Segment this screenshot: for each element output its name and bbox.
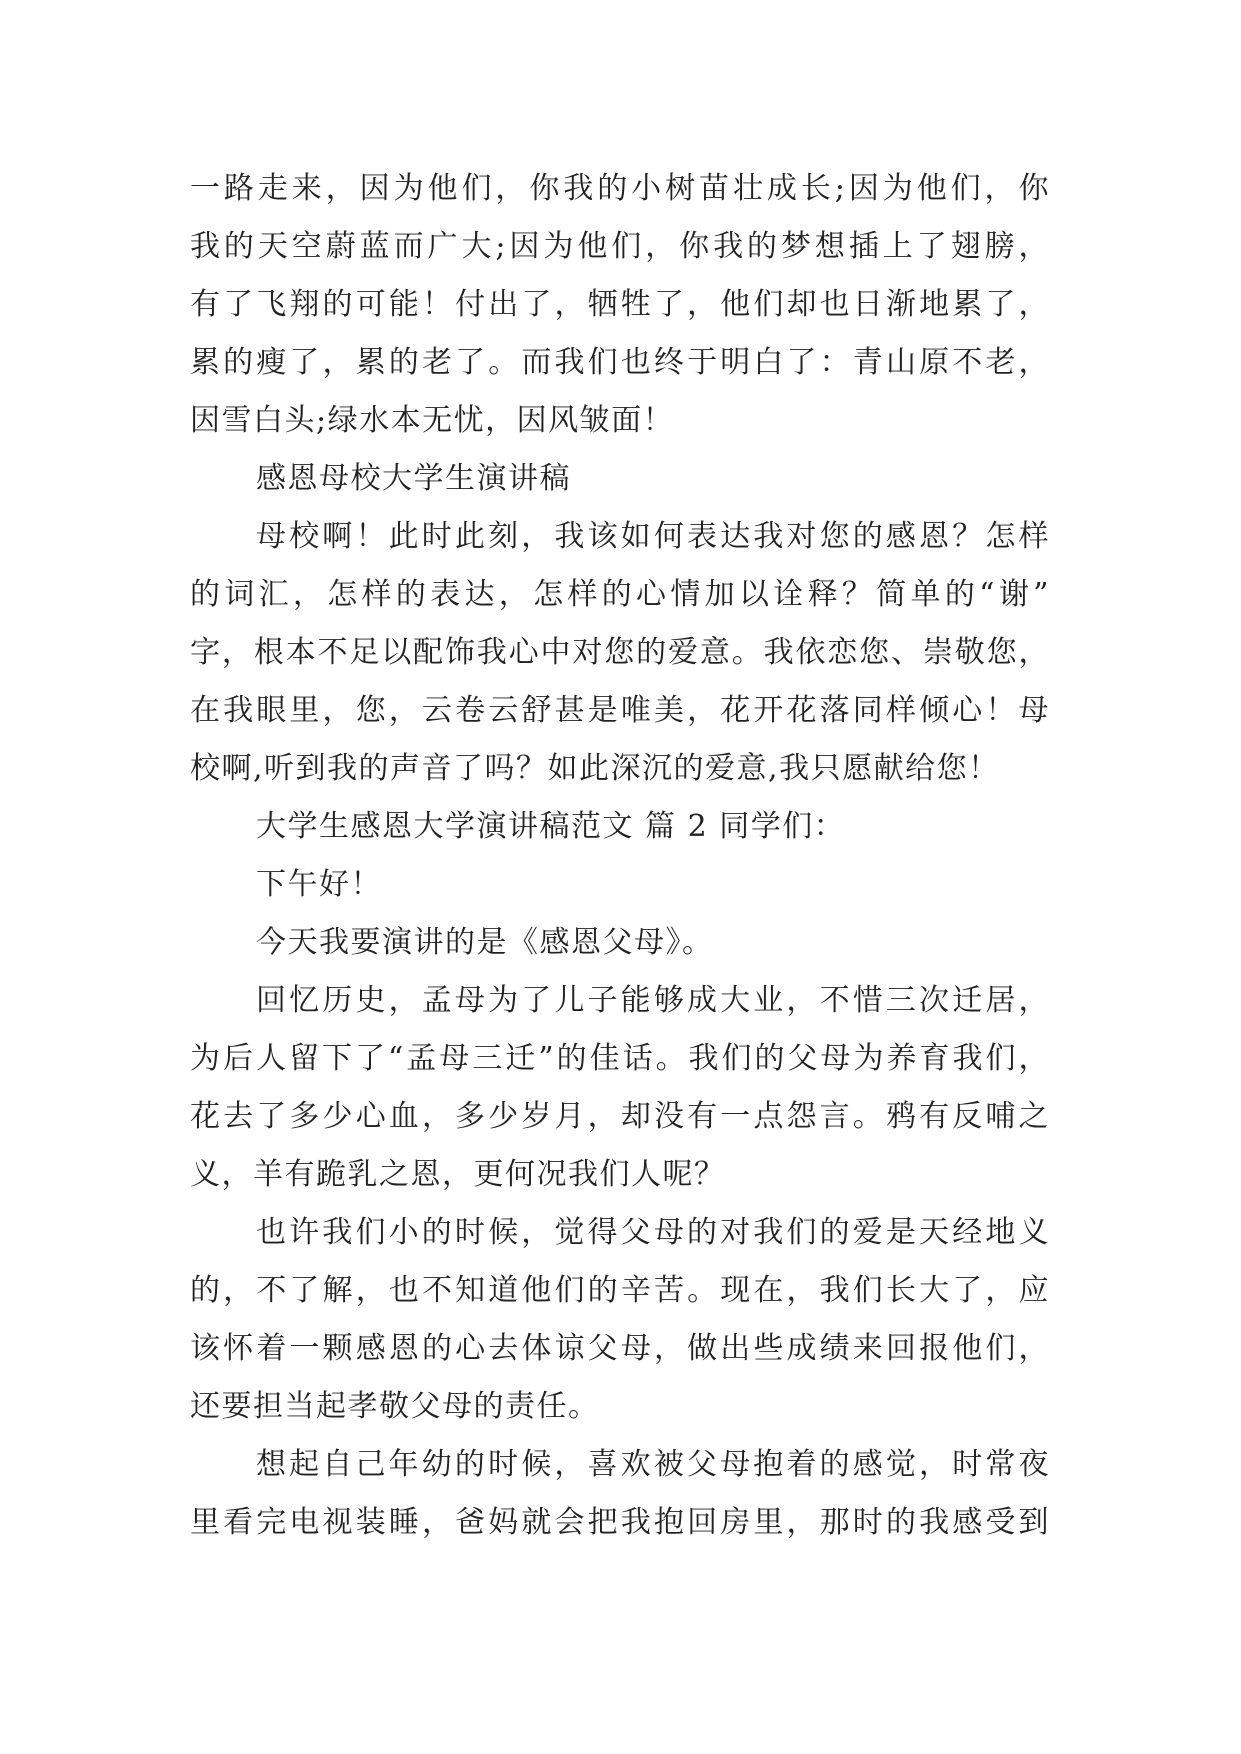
text-line: 想起自己年幼的时候，喜欢被父母抱着的感觉，时常夜 [256, 1447, 1050, 1482]
paragraph-p3 [190, 508, 1050, 798]
text-line: 里看完电视装睡，爸妈就会把我抱回房里，那时的我感受到 [190, 1505, 1050, 1540]
paragraph-p1 [190, 160, 1050, 450]
paragraph-p6 [190, 914, 1050, 972]
text-line: 的，不了解，也不知道他们的辛苦。现在，我们长大了，应 [190, 1273, 1050, 1308]
paragraph-p8 [190, 1204, 1050, 1436]
text-line: 该怀着一颗感恩的心去体谅父母，做出些成绩来回报他们， [190, 1331, 1050, 1366]
text-line: 我的天空蔚蓝而广大;因为他们，你我的梦想插上了翅膀， [190, 229, 1050, 264]
text-line: 有了飞翔的可能！付出了，牺牲了，他们却也日渐地累了， [190, 287, 1050, 322]
text-line: 义，羊有跪乳之恩，更何况我们人呢？ [190, 1157, 726, 1192]
text-line: 下午好！ [256, 867, 382, 902]
text-line: 大学生感恩大学演讲稿范文 篇 2 同学们： [256, 809, 846, 844]
text-line: 也许我们小的时候，觉得父母的对我们的爱是天经地义 [256, 1215, 1050, 1250]
text-line: 回忆历史，孟母为了儿子能够成大业，不惜三次迁居， [256, 983, 1050, 1018]
text-line: 今天我要演讲的是《感恩父母》。 [256, 925, 714, 960]
text-line: 在我眼里，您，云卷云舒甚是唯美，花开花落同样倾心！母 [190, 693, 1050, 728]
paragraph-p7 [190, 972, 1050, 1204]
text-line: 校啊,听到我的声音了吗？如此深沉的爱意,我只愿献给您！ [190, 751, 1000, 786]
text-line: 字，根本不足以配饰我心中对您的爱意。我依恋您、崇敬您， [190, 635, 1050, 670]
document-body [190, 160, 1050, 1552]
text-line: 为后人留下了“孟母三迁”的佳话。我们的父母为养育我们， [190, 1041, 1050, 1076]
text-line: 母校啊！此时此刻，我该如何表达我对您的感恩？怎样 [256, 519, 1050, 554]
paragraph-p4 [190, 798, 1050, 856]
text-line: 花去了多少心血，多少岁月，却没有一点怨言。鸦有反哺之 [190, 1099, 1050, 1134]
text-line: 累的瘦了，累的老了。而我们也终于明白了：青山原不老， [190, 345, 1050, 380]
text-line: 因雪白头;绿水本无忧，因风皱面！ [190, 403, 675, 438]
text-line: 的词汇，怎样的表达，怎样的心情加以诠释？简单的“谢” [190, 577, 1050, 612]
text-line: 一路走来，因为他们，你我的小树苗壮成长;因为他们，你 [190, 171, 1050, 206]
paragraph-p5 [190, 856, 1050, 914]
paragraph-p9 [190, 1436, 1050, 1552]
text-line: 还要担当起孝敬父母的责任。 [190, 1389, 600, 1424]
paragraph-p2 [190, 450, 1050, 508]
text-line: 感恩母校大学生演讲稿 [256, 461, 571, 496]
